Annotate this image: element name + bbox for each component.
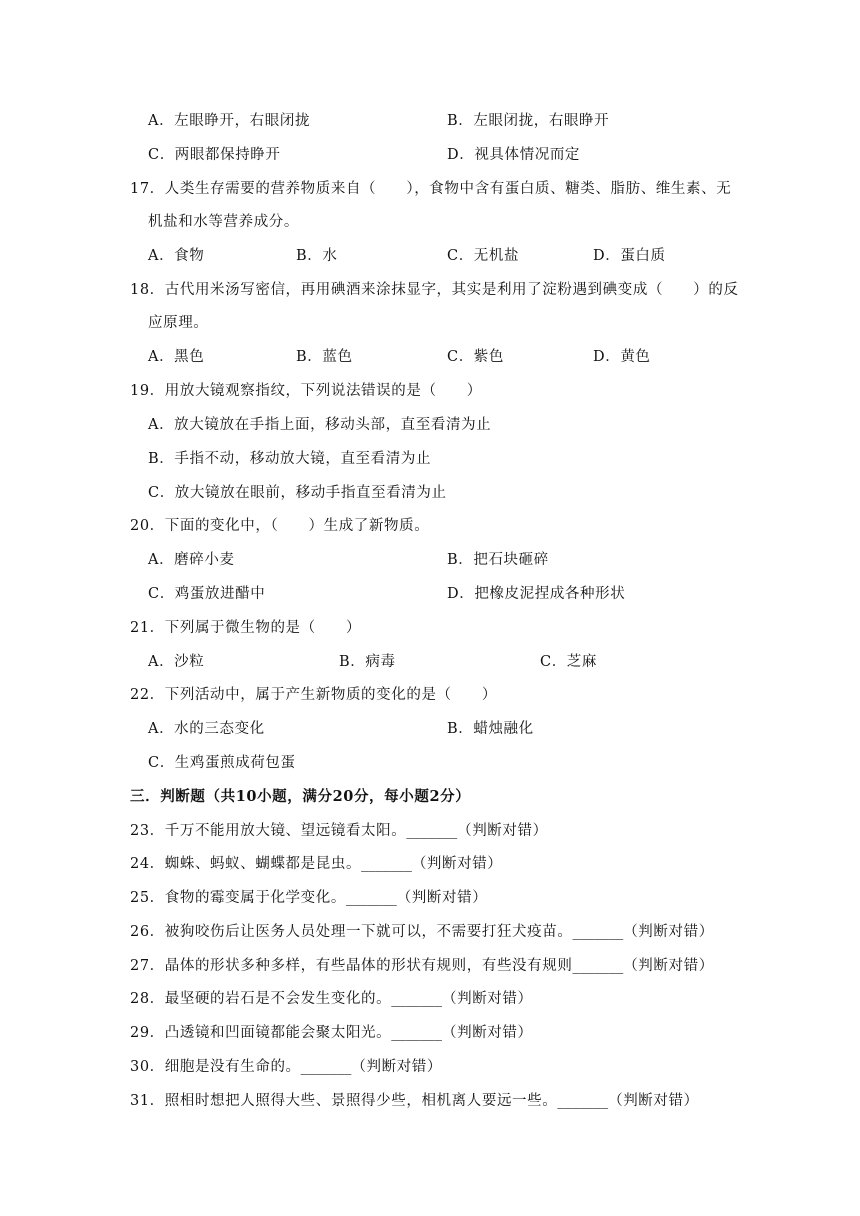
section-heading: 三．判断题（共10小题，满分20分，每小题2分） [130, 788, 471, 805]
answer-blank[interactable]: _______ [572, 958, 624, 974]
judgment-text: 24．蜘蛛、蚂蚁、蝴蝶都是昆虫。 [130, 856, 362, 872]
q16-option-a: A．左眼睁开，右眼闭拢 [148, 113, 311, 129]
judgment-text: 31．照相时想把人照得大些、景照得少些，相机离人要远一些。 [130, 1093, 558, 1109]
answer-blank[interactable]: _______ [391, 991, 442, 1007]
judgment-text: 26．被狗咬伤后让医务人员处理一下就可以，不需要打狂犬疫苗。 [130, 924, 573, 940]
judgment-question [130, 1023, 533, 1043]
judgment-instruction: （判断对错） [457, 823, 548, 839]
judgment-instruction: （判断对错） [442, 991, 533, 1007]
q18-option-c: C．紫色 [447, 349, 504, 365]
judgment-question [130, 1091, 699, 1111]
q19-option-c: C．放大镜放在眼前，移动手指直至看清为止 [148, 485, 447, 501]
q21-option-c: C．芝麻 [540, 654, 597, 670]
q18-question-line2: 应原理。 [148, 315, 209, 331]
judgment-question [130, 888, 487, 908]
q19-option-b: B．手指不动，移动放大镜，直至看清为止 [148, 451, 432, 467]
judgment-question [130, 956, 714, 976]
q20-option-d: D．把橡皮泥捏成各种形状 [447, 586, 626, 602]
answer-blank[interactable]: _______ [300, 1059, 352, 1075]
judgment-text: 30．细胞是没有生命的。 [130, 1059, 301, 1075]
q16-option-c: C．两眼都保持睁开 [148, 147, 281, 163]
judgment-text: 25．食物的霉变属于化学变化。 [130, 890, 346, 906]
q22-option-c: C．生鸡蛋煎成荷包蛋 [148, 755, 296, 771]
q22-option-b: B．蜡烛融化 [447, 721, 534, 737]
q17-question-line2: 机盐和水等营养成分。 [148, 214, 299, 230]
q18-option-b: B．蓝色 [296, 349, 353, 365]
q18-question-line1: 18．古代用米汤写密信，再用碘酒来涂抹显字，其实是利用了淀粉遇到碘变成（ ）的反 [130, 282, 739, 298]
judgment-text: 23．千万不能用放大镜、望远镜看太阳。 [130, 823, 407, 839]
judgment-text: 28．最坚硬的岩石是不会发生变化的。 [130, 991, 392, 1007]
answer-blank[interactable]: _______ [572, 924, 624, 940]
q18-option-a: A．黑色 [148, 349, 205, 365]
q20-option-b: B．把石块砸碎 [447, 552, 549, 568]
judgment-text: 27．晶体的形状多种多样，有些晶体的形状有规则，有些没有规则 [130, 958, 573, 974]
q17-option-d: D．蛋白质 [593, 248, 666, 264]
judgment-question [130, 1057, 442, 1077]
q22-option-a: A．水的三态变化 [148, 721, 265, 737]
judgment-instruction: （判断对错） [608, 1093, 699, 1109]
q19-option-a: A．放大镜放在手指上面，移动头部，直至看清为止 [148, 417, 492, 433]
judgment-instruction: （判断对错） [351, 1059, 443, 1075]
q17-question-line1: 17．人类生存需要的营养物质来自（ ），食物中含有蛋白质、糖类、脂肪、维生素、无 [130, 181, 732, 197]
judgment-instruction: （判断对错） [411, 856, 503, 872]
answer-blank[interactable]: _______ [406, 823, 458, 839]
judgment-question [130, 989, 533, 1009]
judgment-instruction: （判断对错） [396, 890, 488, 906]
q17-option-b: B．水 [296, 248, 338, 264]
answer-blank[interactable]: _______ [391, 1025, 442, 1041]
q17-option-c: C．无机盐 [447, 248, 520, 264]
judgment-instruction: （判断对错） [442, 1025, 533, 1041]
judgment-question [130, 821, 548, 841]
answer-blank[interactable]: _______ [345, 890, 397, 906]
q18-option-d: D．黄色 [593, 349, 651, 365]
judgment-question [130, 854, 502, 874]
answer-blank[interactable]: _______ [557, 1093, 609, 1109]
q20-question: 20．下面的变化中，（ ）生成了新物质。 [130, 518, 430, 534]
q21-question: 21．下列属于微生物的是（ ） [130, 620, 362, 636]
judgment-question [130, 922, 714, 942]
q20-option-c: C．鸡蛋放进醋中 [148, 586, 266, 602]
answer-blank[interactable]: _______ [361, 856, 412, 872]
judgment-instruction: （判断对错） [623, 958, 714, 974]
q16-option-b: B．左眼闭拢，右眼睁开 [447, 113, 610, 129]
q16-option-d: D．视具体情况而定 [447, 147, 581, 163]
q17-option-a: A．食物 [148, 248, 205, 264]
judgment-instruction: （判断对错） [623, 924, 714, 940]
q21-option-a: A．沙粒 [148, 654, 205, 670]
q19-question: 19．用放大镜观察指纹，下列说法错误的是（ ） [130, 383, 482, 399]
q21-option-b: B．病毒 [339, 654, 396, 670]
q22-question: 22．下列活动中，属于产生新物质的变化的是（ ） [130, 687, 497, 703]
q20-option-a: A．磨碎小麦 [148, 552, 235, 568]
judgment-text: 29．凸透镜和凹面镜都能会聚太阳光。 [130, 1025, 392, 1041]
